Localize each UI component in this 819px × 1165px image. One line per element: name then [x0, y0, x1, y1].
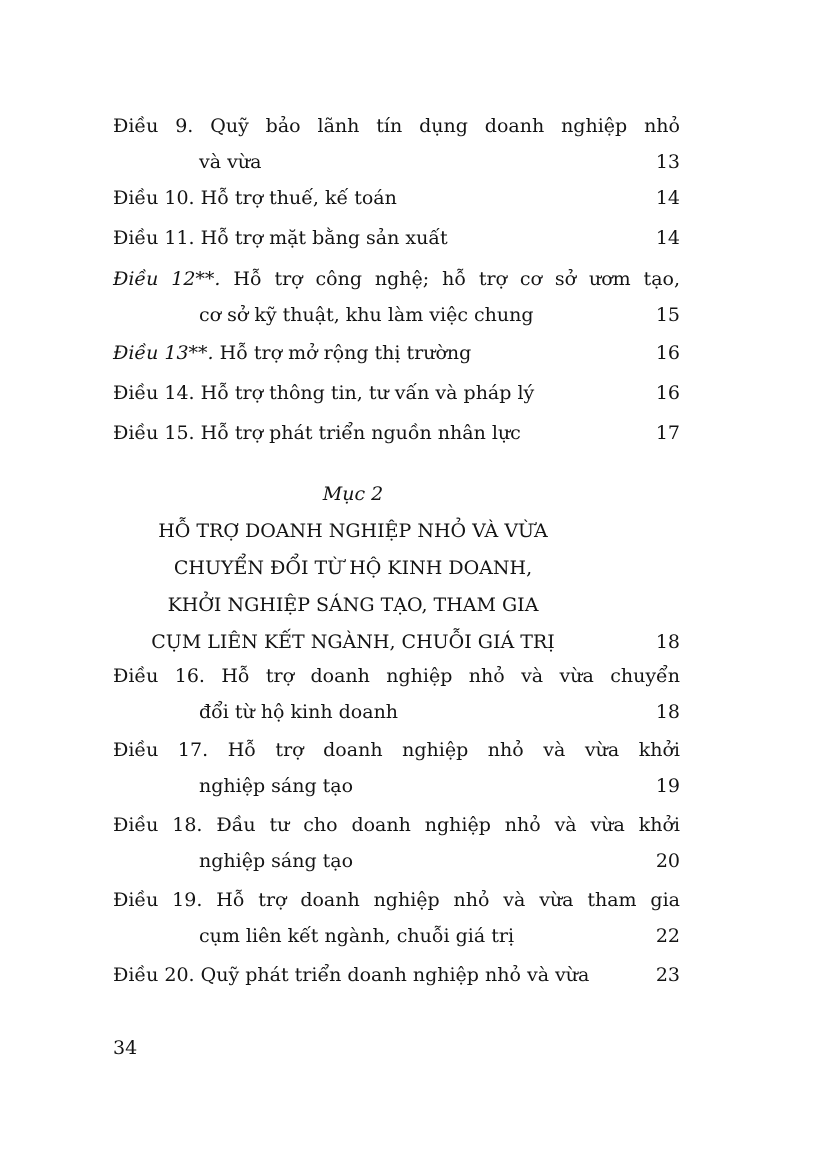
- toc-entry-dieu-12: [113, 261, 680, 333]
- toc-entry-dieu-10: [113, 180, 680, 216]
- entry-title-cont: và vừa: [199, 151, 262, 173]
- entry-label: Điều 17.: [113, 739, 209, 761]
- section-title-line: [113, 550, 680, 587]
- toc-entry-dieu-16: [113, 658, 680, 730]
- toc-entry-dieu-19: [113, 882, 680, 954]
- toc-entry-first-line: [113, 108, 680, 144]
- page-number: 34: [113, 1037, 138, 1059]
- entry-label: Điều 16.: [113, 665, 205, 687]
- toc-entry-cont-line: [113, 768, 680, 804]
- section-title-1: HỖ TRỢ DOANH NGHIỆP NHỎ VÀ VỪA: [158, 520, 548, 542]
- entry-label: Điều 15.: [113, 422, 195, 444]
- page-ref: 13: [655, 151, 680, 173]
- entry-title: Hỗ trợ mặt bằng sản xuất: [200, 227, 448, 249]
- toc-entry-dieu-17: [113, 732, 680, 804]
- section-label-line: [113, 476, 680, 513]
- section-heading: [113, 476, 680, 661]
- toc-entry-first-line: [113, 882, 680, 918]
- entry-title-cont: nghiệp sáng tạo: [199, 775, 354, 797]
- page-ref: 23: [655, 964, 680, 986]
- entry-title: Hỗ trợ doanh nghiệp nhỏ và vừa tham gia: [216, 889, 680, 911]
- entry-label: Điều 20.: [113, 964, 195, 986]
- toc-entry-dieu-18: [113, 807, 680, 879]
- page-ref: 22: [655, 925, 680, 947]
- entry-title: Hỗ trợ thuế, kế toán: [200, 187, 397, 209]
- section-title-line: [113, 624, 680, 661]
- toc-entry-first-line: [113, 261, 680, 297]
- entry-title: Hỗ trợ mở rộng thị trường: [219, 342, 472, 364]
- toc-entry-first-line: [113, 732, 680, 768]
- toc-entry-line: [113, 375, 680, 411]
- toc-entry-dieu-15: [113, 415, 680, 451]
- toc-entry-cont-line: [113, 297, 680, 333]
- section-label: Mục 2: [322, 483, 384, 505]
- toc-entry-dieu-11: [113, 220, 680, 256]
- page-ref: 15: [655, 304, 680, 326]
- entry-title: Hỗ trợ phát triển nguồn nhân lực: [200, 422, 521, 444]
- toc-entry-line: [113, 335, 680, 371]
- toc-entry-dieu-20: [113, 957, 680, 993]
- entry-label: Điều 10.: [113, 187, 195, 209]
- entry-title-cont: nghiệp sáng tạo: [199, 850, 354, 872]
- page-ref: 16: [655, 382, 680, 404]
- entry-label: Điều 13**.: [113, 342, 214, 364]
- section-title-line: [113, 513, 680, 550]
- entry-title-cont: cơ sở kỹ thuật, khu làm việc chung: [199, 304, 534, 326]
- toc-entry-dieu-13: [113, 335, 680, 371]
- toc-entry-dieu-14: [113, 375, 680, 411]
- entry-title: Quỹ phát triển doanh nghiệp nhỏ và vừa: [200, 964, 590, 986]
- section-title-4: CỤM LIÊN KẾT NGÀNH, CHUỖI GIÁ TRỊ: [151, 631, 555, 653]
- entry-label: Điều 14.: [113, 382, 195, 404]
- page-ref: 19: [655, 775, 680, 797]
- section-title-line: [113, 587, 680, 624]
- entry-label: Điều 9.: [113, 115, 194, 137]
- toc-entry-cont-line: [113, 144, 680, 180]
- page-ref: 14: [655, 227, 680, 249]
- entry-title-cont: cụm liên kết ngành, chuỗi giá trị: [199, 925, 515, 947]
- entry-label: Điều 19.: [113, 889, 203, 911]
- page-ref: 20: [655, 850, 680, 872]
- toc-entry-cont-line: [113, 694, 680, 730]
- page-ref: 17: [655, 422, 680, 444]
- entry-title: Quỹ bảo lãnh tín dụng doanh nghiệp nhỏ: [210, 115, 680, 137]
- entry-label: Điều 11.: [113, 227, 195, 249]
- entry-title: Hỗ trợ doanh nghiệp nhỏ và vừa khởi: [227, 739, 680, 761]
- entry-title: Hỗ trợ công nghệ; hỗ trợ cơ sở ươm tạo,: [233, 268, 680, 290]
- toc-entry-first-line: [113, 658, 680, 694]
- toc-entry-cont-line: [113, 918, 680, 954]
- section-title-2: CHUYỂN ĐỔI TỪ HỘ KINH DOANH,: [173, 557, 533, 579]
- toc-entry-first-line: [113, 807, 680, 843]
- entry-title-cont: đổi từ hộ kinh doanh: [199, 701, 399, 723]
- section-title-3: KHỞI NGHIỆP SÁNG TẠO, THAM GIA: [167, 594, 539, 616]
- page-ref: 14: [655, 187, 680, 209]
- entry-label: Điều 12**.: [113, 268, 221, 290]
- entry-label: Điều 18.: [113, 814, 203, 836]
- section-page-ref: 18: [655, 631, 680, 653]
- entry-title: Đầu tư cho doanh nghiệp nhỏ và vừa khởi: [216, 814, 680, 836]
- page-ref: 18: [655, 701, 680, 723]
- entry-title: Hỗ trợ thông tin, tư vấn và pháp lý: [200, 382, 535, 404]
- toc-entry-line: [113, 415, 680, 451]
- toc-entry-cont-line: [113, 843, 680, 879]
- entry-title: Hỗ trợ doanh nghiệp nhỏ và vừa chuyển: [221, 665, 680, 687]
- toc-entry-line: [113, 180, 680, 216]
- toc-entry-line: [113, 957, 680, 993]
- toc-entry-line: [113, 220, 680, 256]
- toc-entry-dieu-9: [113, 108, 680, 180]
- page-ref: 16: [655, 342, 680, 364]
